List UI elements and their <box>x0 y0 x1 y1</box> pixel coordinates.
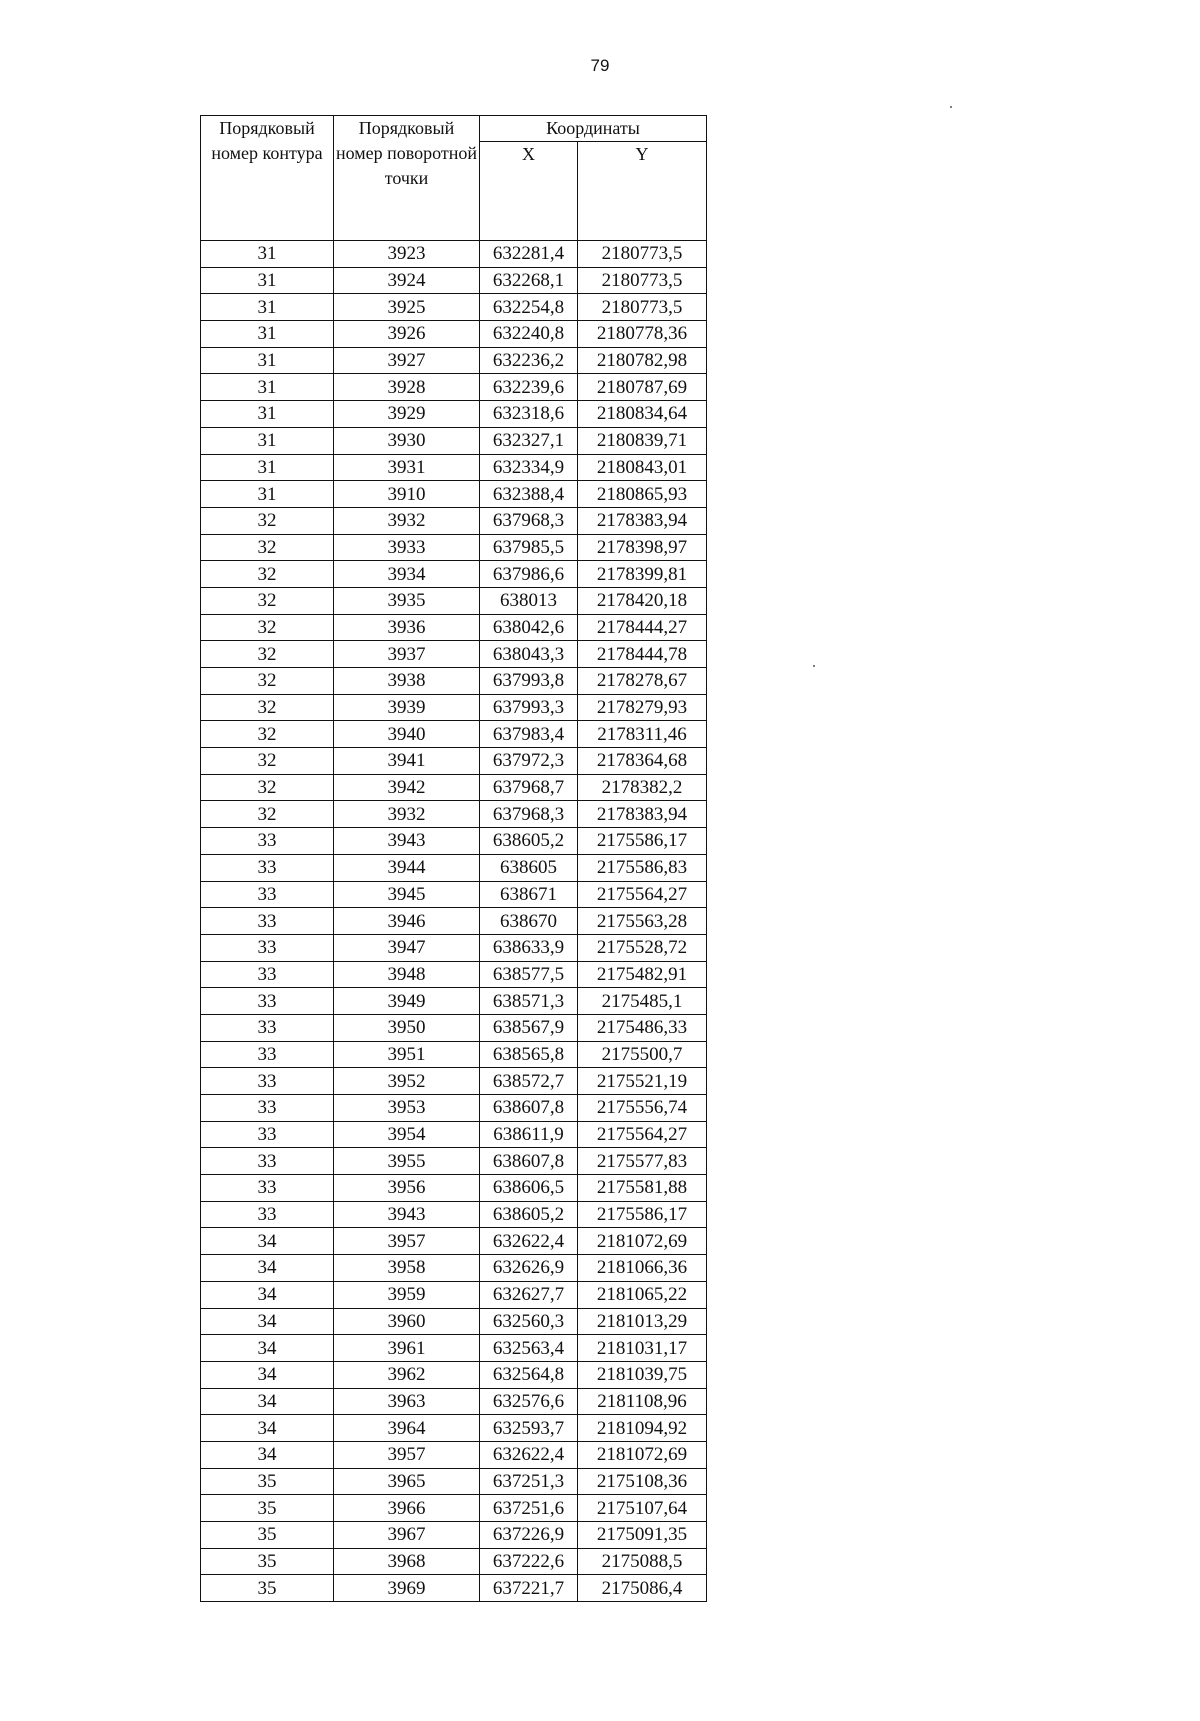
table-row <box>201 988 707 1015</box>
table-row <box>201 481 707 508</box>
table-row <box>201 1255 707 1282</box>
contour-number-cell: 31 <box>201 267 334 294</box>
table-row <box>201 1148 707 1175</box>
table-row <box>201 294 707 321</box>
contour-number-cell: 34 <box>201 1308 334 1335</box>
y-coordinate-cell: 2175485,1 <box>578 988 707 1015</box>
point-number-cell: 3968 <box>334 1548 480 1575</box>
point-number-cell: 3933 <box>334 534 480 561</box>
y-coordinate-cell: 2175586,17 <box>578 828 707 855</box>
y-coordinate-cell: 2178398,97 <box>578 534 707 561</box>
table-row <box>201 854 707 881</box>
x-coordinate-cell: 637985,5 <box>480 534 578 561</box>
point-number-cell: 3942 <box>334 774 480 801</box>
point-number-cell: 3947 <box>334 934 480 961</box>
table-row <box>201 828 707 855</box>
point-number-cell: 3964 <box>334 1415 480 1442</box>
table-row <box>201 534 707 561</box>
point-number-cell: 3957 <box>334 1228 480 1255</box>
contour-number-cell: 34 <box>201 1361 334 1388</box>
point-number-cell: 3935 <box>334 587 480 614</box>
point-number-cell: 3958 <box>334 1255 480 1282</box>
table-row <box>201 934 707 961</box>
y-coordinate-cell: 2180787,69 <box>578 374 707 401</box>
y-coordinate-cell: 2180773,5 <box>578 267 707 294</box>
y-coordinate-cell: 2178278,67 <box>578 668 707 695</box>
point-number-cell: 3960 <box>334 1308 480 1335</box>
point-number-cell: 3926 <box>334 321 480 348</box>
point-number-cell: 3943 <box>334 1201 480 1228</box>
point-number-cell: 3934 <box>334 561 480 588</box>
point-number-cell: 3963 <box>334 1388 480 1415</box>
contour-number-cell: 33 <box>201 1014 334 1041</box>
point-number-cell: 3954 <box>334 1121 480 1148</box>
y-coordinate-cell: 2178420,18 <box>578 587 707 614</box>
y-coordinate-cell: 2180839,71 <box>578 427 707 454</box>
table-row <box>201 587 707 614</box>
contour-number-cell: 35 <box>201 1495 334 1522</box>
y-coordinate-cell: 2180773,5 <box>578 294 707 321</box>
y-coordinate-cell: 2181072,69 <box>578 1228 707 1255</box>
point-number-cell: 3925 <box>334 294 480 321</box>
y-coordinate-cell: 2181094,92 <box>578 1415 707 1442</box>
contour-number-cell: 34 <box>201 1388 334 1415</box>
y-coordinate-cell: 2175528,72 <box>578 934 707 961</box>
y-coordinate-cell: 2181031,17 <box>578 1335 707 1362</box>
table-row <box>201 1495 707 1522</box>
table-row <box>201 961 707 988</box>
contour-number-cell: 31 <box>201 374 334 401</box>
table-row <box>201 908 707 935</box>
scan-speck <box>813 665 815 667</box>
y-coordinate-cell: 2175086,4 <box>578 1575 707 1602</box>
table-row <box>201 427 707 454</box>
y-coordinate-cell: 2180778,36 <box>578 321 707 348</box>
x-coordinate-cell: 638565,8 <box>480 1041 578 1068</box>
x-coordinate-cell: 632318,6 <box>480 401 578 428</box>
y-coordinate-cell: 2178383,94 <box>578 801 707 828</box>
y-coordinate-cell: 2175088,5 <box>578 1548 707 1575</box>
contour-number-cell: 33 <box>201 1121 334 1148</box>
x-coordinate-cell: 632593,7 <box>480 1415 578 1442</box>
contour-number-cell: 35 <box>201 1548 334 1575</box>
y-coordinate-cell: 2175563,28 <box>578 908 707 935</box>
contour-number-cell: 32 <box>201 534 334 561</box>
x-coordinate-cell: 632622,4 <box>480 1441 578 1468</box>
table-row <box>201 401 707 428</box>
table-row <box>201 507 707 534</box>
contour-number-cell: 33 <box>201 1095 334 1122</box>
x-coordinate-cell: 638607,8 <box>480 1095 578 1122</box>
contour-number-cell: 32 <box>201 587 334 614</box>
page-number: 79 <box>590 56 610 75</box>
x-coordinate-cell: 638605 <box>480 854 578 881</box>
table-row <box>201 881 707 908</box>
y-coordinate-cell: 2175564,27 <box>578 1121 707 1148</box>
y-coordinate-cell: 2180782,98 <box>578 347 707 374</box>
x-coordinate-cell: 632563,4 <box>480 1335 578 1362</box>
x-coordinate-cell: 637222,6 <box>480 1548 578 1575</box>
point-number-cell: 3924 <box>334 267 480 294</box>
table-row <box>201 1415 707 1442</box>
y-coordinate-cell: 2175581,88 <box>578 1175 707 1202</box>
x-coordinate-cell: 637993,3 <box>480 694 578 721</box>
point-number-cell: 3932 <box>334 507 480 534</box>
x-coordinate-cell: 632334,9 <box>480 454 578 481</box>
table-row <box>201 1548 707 1575</box>
y-coordinate-cell: 2175091,35 <box>578 1522 707 1549</box>
point-number-cell: 3943 <box>334 828 480 855</box>
x-coordinate-cell: 638611,9 <box>480 1121 578 1148</box>
y-coordinate-cell: 2175500,7 <box>578 1041 707 1068</box>
x-coordinate-cell: 637972,3 <box>480 748 578 775</box>
x-coordinate-cell: 632576,6 <box>480 1388 578 1415</box>
contour-number-cell: 33 <box>201 1041 334 1068</box>
table-row <box>201 1068 707 1095</box>
table-row <box>201 1308 707 1335</box>
contour-number-cell: 35 <box>201 1575 334 1602</box>
x-coordinate-cell: 637226,9 <box>480 1522 578 1549</box>
table-row <box>201 1335 707 1362</box>
x-coordinate-cell: 637968,7 <box>480 774 578 801</box>
point-number-cell: 3966 <box>334 1495 480 1522</box>
point-number-cell: 3944 <box>334 854 480 881</box>
point-number-cell: 3961 <box>334 1335 480 1362</box>
scan-speck <box>950 106 952 108</box>
y-coordinate-cell: 2178444,27 <box>578 614 707 641</box>
x-coordinate-cell: 632626,9 <box>480 1255 578 1282</box>
table-row <box>201 641 707 668</box>
point-number-cell: 3937 <box>334 641 480 668</box>
x-coordinate-cell: 638571,3 <box>480 988 578 1015</box>
contour-number-cell: 32 <box>201 801 334 828</box>
table-row <box>201 801 707 828</box>
contour-number-cell: 32 <box>201 748 334 775</box>
table-row <box>201 1095 707 1122</box>
contour-number-cell: 31 <box>201 481 334 508</box>
contour-number-cell: 33 <box>201 1175 334 1202</box>
table-header <box>201 116 707 241</box>
x-coordinate-cell: 632564,8 <box>480 1361 578 1388</box>
table-row <box>201 267 707 294</box>
point-number-cell: 3965 <box>334 1468 480 1495</box>
y-coordinate-cell: 2178311,46 <box>578 721 707 748</box>
point-number-cell: 3956 <box>334 1175 480 1202</box>
header-coordinates: Координаты <box>480 116 707 142</box>
point-number-cell: 3929 <box>334 401 480 428</box>
table-row <box>201 1468 707 1495</box>
table-row <box>201 374 707 401</box>
y-coordinate-cell: 2178444,78 <box>578 641 707 668</box>
contour-number-cell: 31 <box>201 321 334 348</box>
table-row <box>201 668 707 695</box>
contour-number-cell: 33 <box>201 961 334 988</box>
contour-number-cell: 32 <box>201 641 334 668</box>
x-coordinate-cell: 632627,7 <box>480 1281 578 1308</box>
table-row <box>201 241 707 268</box>
x-coordinate-cell: 638013 <box>480 587 578 614</box>
x-coordinate-cell: 632239,6 <box>480 374 578 401</box>
y-coordinate-cell: 2178279,93 <box>578 694 707 721</box>
x-coordinate-cell: 638670 <box>480 908 578 935</box>
table-row <box>201 1388 707 1415</box>
point-number-cell: 3959 <box>334 1281 480 1308</box>
y-coordinate-cell: 2178383,94 <box>578 507 707 534</box>
point-number-cell: 3969 <box>334 1575 480 1602</box>
y-coordinate-cell: 2180865,93 <box>578 481 707 508</box>
table-row <box>201 748 707 775</box>
point-number-cell: 3927 <box>334 347 480 374</box>
x-coordinate-cell: 638605,2 <box>480 1201 578 1228</box>
table-row <box>201 1575 707 1602</box>
table-row <box>201 454 707 481</box>
x-coordinate-cell: 632268,1 <box>480 267 578 294</box>
contour-number-cell: 33 <box>201 1068 334 1095</box>
y-coordinate-cell: 2178399,81 <box>578 561 707 588</box>
table-body <box>201 241 707 1602</box>
x-coordinate-cell: 637993,8 <box>480 668 578 695</box>
point-number-cell: 3957 <box>334 1441 480 1468</box>
y-coordinate-cell: 2181072,69 <box>578 1441 707 1468</box>
y-coordinate-cell: 2175564,27 <box>578 881 707 908</box>
contour-number-cell: 33 <box>201 881 334 908</box>
contour-number-cell: 33 <box>201 854 334 881</box>
y-coordinate-cell: 2181013,29 <box>578 1308 707 1335</box>
y-coordinate-cell: 2181108,96 <box>578 1388 707 1415</box>
table-row <box>201 774 707 801</box>
contour-number-cell: 31 <box>201 454 334 481</box>
table-row <box>201 1522 707 1549</box>
point-number-cell: 3945 <box>334 881 480 908</box>
x-coordinate-cell: 638607,8 <box>480 1148 578 1175</box>
header-y: Y <box>578 142 707 241</box>
x-coordinate-cell: 638606,5 <box>480 1175 578 1202</box>
contour-number-cell: 35 <box>201 1522 334 1549</box>
x-coordinate-cell: 637251,6 <box>480 1495 578 1522</box>
contour-number-cell: 34 <box>201 1228 334 1255</box>
table-row <box>201 1201 707 1228</box>
contour-number-cell: 32 <box>201 694 334 721</box>
table-row <box>201 1361 707 1388</box>
x-coordinate-cell: 637221,7 <box>480 1575 578 1602</box>
y-coordinate-cell: 2180843,01 <box>578 454 707 481</box>
point-number-cell: 3932 <box>334 801 480 828</box>
contour-number-cell: 33 <box>201 988 334 1015</box>
header-contour-number: Порядковый номер контура <box>201 116 334 241</box>
contour-number-cell: 33 <box>201 1201 334 1228</box>
y-coordinate-cell: 2175108,36 <box>578 1468 707 1495</box>
y-coordinate-cell: 2181065,22 <box>578 1281 707 1308</box>
y-coordinate-cell: 2175556,74 <box>578 1095 707 1122</box>
point-number-cell: 3940 <box>334 721 480 748</box>
table-row <box>201 561 707 588</box>
table-row <box>201 1121 707 1148</box>
y-coordinate-cell: 2181039,75 <box>578 1361 707 1388</box>
x-coordinate-cell: 638671 <box>480 881 578 908</box>
x-coordinate-cell: 632327,1 <box>480 427 578 454</box>
contour-number-cell: 31 <box>201 427 334 454</box>
table-row <box>201 1175 707 1202</box>
point-number-cell: 3967 <box>334 1522 480 1549</box>
table-row <box>201 694 707 721</box>
x-coordinate-cell: 638605,2 <box>480 828 578 855</box>
contour-number-cell: 32 <box>201 507 334 534</box>
contour-number-cell: 35 <box>201 1468 334 1495</box>
x-coordinate-cell: 638633,9 <box>480 934 578 961</box>
point-number-cell: 3931 <box>334 454 480 481</box>
x-coordinate-cell: 638577,5 <box>480 961 578 988</box>
contour-number-cell: 31 <box>201 401 334 428</box>
contour-number-cell: 32 <box>201 668 334 695</box>
contour-number-cell: 33 <box>201 908 334 935</box>
x-coordinate-cell: 637983,4 <box>480 721 578 748</box>
coordinates-table <box>200 115 707 1602</box>
y-coordinate-cell: 2175586,83 <box>578 854 707 881</box>
contour-number-cell: 32 <box>201 561 334 588</box>
point-number-cell: 3949 <box>334 988 480 1015</box>
table-row <box>201 1228 707 1255</box>
x-coordinate-cell: 637986,6 <box>480 561 578 588</box>
contour-number-cell: 34 <box>201 1335 334 1362</box>
y-coordinate-cell: 2175107,64 <box>578 1495 707 1522</box>
x-coordinate-cell: 632236,2 <box>480 347 578 374</box>
point-number-cell: 3948 <box>334 961 480 988</box>
y-coordinate-cell: 2175482,91 <box>578 961 707 988</box>
contour-number-cell: 34 <box>201 1281 334 1308</box>
contour-number-cell: 34 <box>201 1441 334 1468</box>
x-coordinate-cell: 632560,3 <box>480 1308 578 1335</box>
table-row <box>201 1281 707 1308</box>
table-row <box>201 614 707 641</box>
table-row <box>201 1441 707 1468</box>
x-coordinate-cell: 637968,3 <box>480 801 578 828</box>
x-coordinate-cell: 632281,4 <box>480 241 578 268</box>
x-coordinate-cell: 632388,4 <box>480 481 578 508</box>
contour-number-cell: 32 <box>201 721 334 748</box>
point-number-cell: 3941 <box>334 748 480 775</box>
contour-number-cell: 34 <box>201 1415 334 1442</box>
contour-number-cell: 33 <box>201 934 334 961</box>
point-number-cell: 3923 <box>334 241 480 268</box>
header-x: X <box>480 142 578 241</box>
point-number-cell: 3962 <box>334 1361 480 1388</box>
point-number-cell: 3946 <box>334 908 480 935</box>
point-number-cell: 3953 <box>334 1095 480 1122</box>
y-coordinate-cell: 2180834,64 <box>578 401 707 428</box>
x-coordinate-cell: 638043,3 <box>480 641 578 668</box>
table-row <box>201 347 707 374</box>
point-number-cell: 3936 <box>334 614 480 641</box>
contour-number-cell: 31 <box>201 294 334 321</box>
contour-number-cell: 33 <box>201 828 334 855</box>
point-number-cell: 3951 <box>334 1041 480 1068</box>
x-coordinate-cell: 632254,8 <box>480 294 578 321</box>
point-number-cell: 3930 <box>334 427 480 454</box>
point-number-cell: 3938 <box>334 668 480 695</box>
y-coordinate-cell: 2175521,19 <box>578 1068 707 1095</box>
x-coordinate-cell: 637968,3 <box>480 507 578 534</box>
contour-number-cell: 34 <box>201 1255 334 1282</box>
y-coordinate-cell: 2178382,2 <box>578 774 707 801</box>
x-coordinate-cell: 637251,3 <box>480 1468 578 1495</box>
y-coordinate-cell: 2180773,5 <box>578 241 707 268</box>
table-row <box>201 1041 707 1068</box>
point-number-cell: 3950 <box>334 1014 480 1041</box>
x-coordinate-cell: 632622,4 <box>480 1228 578 1255</box>
point-number-cell: 3939 <box>334 694 480 721</box>
y-coordinate-cell: 2175486,33 <box>578 1014 707 1041</box>
y-coordinate-cell: 2175577,83 <box>578 1148 707 1175</box>
x-coordinate-cell: 638042,6 <box>480 614 578 641</box>
contour-number-cell: 33 <box>201 1148 334 1175</box>
x-coordinate-cell: 638572,7 <box>480 1068 578 1095</box>
header-point-number: Порядковый номер поворотной точки <box>334 116 480 241</box>
x-coordinate-cell: 632240,8 <box>480 321 578 348</box>
point-number-cell: 3910 <box>334 481 480 508</box>
table-row <box>201 321 707 348</box>
y-coordinate-cell: 2181066,36 <box>578 1255 707 1282</box>
contour-number-cell: 32 <box>201 774 334 801</box>
table-row <box>201 721 707 748</box>
table-row <box>201 1014 707 1041</box>
y-coordinate-cell: 2175586,17 <box>578 1201 707 1228</box>
point-number-cell: 3955 <box>334 1148 480 1175</box>
contour-number-cell: 31 <box>201 241 334 268</box>
point-number-cell: 3952 <box>334 1068 480 1095</box>
y-coordinate-cell: 2178364,68 <box>578 748 707 775</box>
contour-number-cell: 31 <box>201 347 334 374</box>
x-coordinate-cell: 638567,9 <box>480 1014 578 1041</box>
point-number-cell: 3928 <box>334 374 480 401</box>
contour-number-cell: 32 <box>201 614 334 641</box>
